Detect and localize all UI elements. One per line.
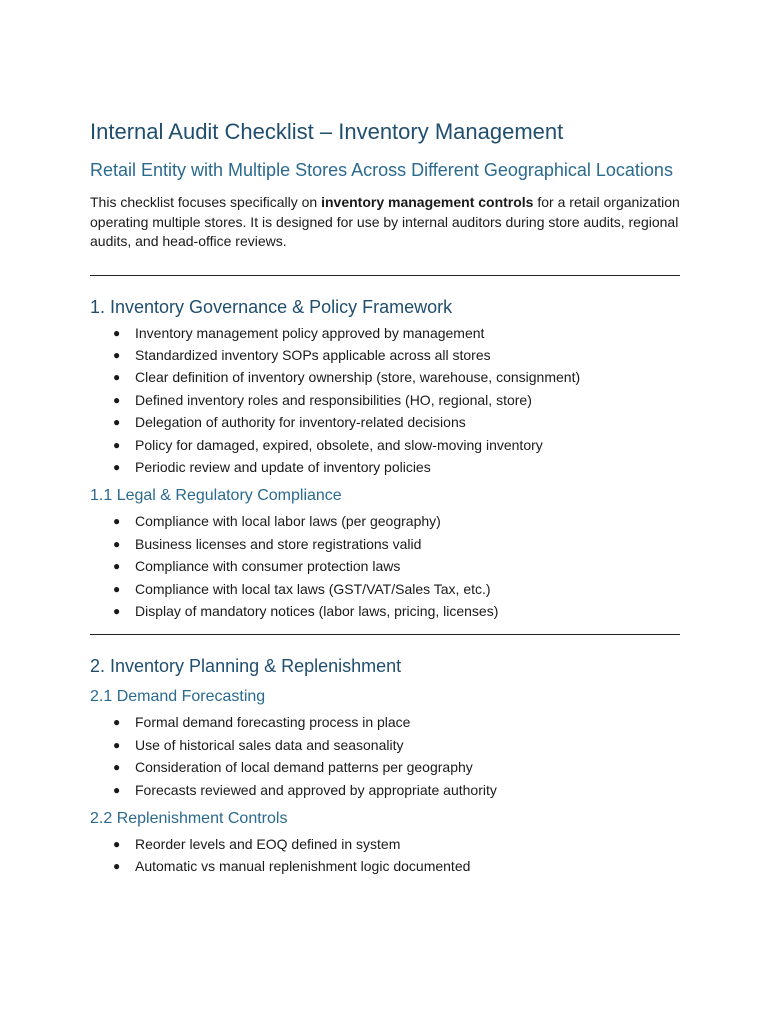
section-2-heading: 2. Inventory Planning & Replenishment	[90, 656, 402, 677]
section-2-1-list	[90, 711, 680, 801]
section-1-heading: 1. Inventory Governance & Policy Framework	[90, 296, 453, 317]
intro-text-bold: inventory management controls	[321, 194, 534, 210]
list-item	[90, 734, 680, 756]
list-item	[90, 389, 680, 411]
list-item	[90, 833, 680, 855]
list-item	[90, 411, 680, 433]
list-item	[90, 555, 680, 577]
section-1-1-heading: 1.1 Legal & Regulatory Compliance	[90, 487, 342, 505]
list-item	[90, 855, 680, 877]
intro-text-before: This checklist focuses specifically on	[90, 194, 322, 210]
bullet-icon: ●	[113, 737, 121, 752]
section-2-2-list	[90, 833, 680, 878]
list-item	[90, 600, 680, 622]
intro-text-after: for a retail organization operating multiple stores. It is designed for use by internal auditors during store audits, regional audits, and head-office reviews.	[90, 194, 680, 249]
document-page	[90, 117, 680, 878]
list-item	[90, 510, 680, 532]
list-item	[90, 756, 680, 778]
list-item-text: Compliance with consumer protection laws	[135, 558, 401, 575]
list-item-text: Compliance with local labor laws (per geography)	[135, 513, 441, 530]
list-item-text: Periodic review and update of inventory policies	[135, 458, 431, 475]
list-item	[90, 366, 680, 388]
bullet-icon: ●	[113, 782, 121, 797]
bullet-icon: ●	[113, 581, 121, 596]
section-2-1-heading: 2.1 Demand Forecasting	[90, 688, 266, 706]
list-item-text: Compliance with local tax laws (GST/VAT/Sales Tax, etc.)	[135, 580, 491, 597]
bullet-icon: ●	[113, 392, 121, 407]
section-2-2-heading: 2.2 Replenishment Controls	[90, 810, 288, 827]
list-item-text: Policy for damaged, expired, obsolete, and slow-moving inventory	[135, 436, 543, 453]
bullet-icon: ●	[113, 536, 121, 551]
bullet-icon: ●	[113, 760, 121, 775]
list-item-text: Display of mandatory notices (labor laws, pricing, licenses)	[135, 602, 499, 619]
list-item-text: Defined inventory roles and responsibilities (HO, regional, store)	[135, 391, 532, 408]
list-item-text: Inventory management policy approved by management	[135, 324, 485, 341]
bullet-icon: ●	[113, 559, 121, 574]
list-item	[90, 456, 680, 478]
section-divider	[90, 634, 680, 635]
section-1-1-list	[90, 510, 680, 622]
list-item	[90, 779, 680, 801]
bullet-icon: ●	[113, 715, 121, 730]
bullet-icon: ●	[113, 859, 121, 874]
list-item-text: Standardized inventory SOPs applicable across all stores	[135, 346, 491, 363]
list-item-text: Clear definition of inventory ownership (store, warehouse, consignment)	[135, 369, 581, 386]
bullet-icon: ●	[113, 603, 121, 618]
intro-paragraph	[90, 193, 680, 252]
bullet-icon: ●	[113, 325, 121, 340]
list-item	[90, 434, 680, 456]
list-item-text: Automatic vs manual replenishment logic documented	[135, 858, 471, 875]
list-item-text: Formal demand forecasting process in place	[135, 714, 411, 731]
list-item-text: Reorder levels and EOQ defined in system	[135, 836, 401, 852]
list-item-text: Consideration of local demand patterns per geography	[135, 759, 473, 776]
bullet-icon: ●	[113, 415, 121, 430]
list-item-text: Business licenses and store registrations valid	[135, 535, 422, 552]
bullet-icon: ●	[113, 837, 121, 851]
bullet-icon: ●	[113, 514, 121, 529]
list-item-text: Use of historical sales data and seasonality	[135, 736, 404, 753]
document-subtitle: Retail Entity with Multiple Stores Across Different Geographical Locations	[90, 160, 673, 180]
list-item-text: Delegation of authority for inventory-related decisions	[135, 414, 466, 431]
list-item	[90, 533, 680, 555]
bullet-icon: ●	[113, 459, 121, 474]
document-title: Internal Audit Checklist – Inventory Management	[90, 119, 564, 144]
list-item	[90, 322, 680, 344]
bullet-icon: ●	[113, 370, 121, 385]
list-item	[90, 711, 680, 733]
section-divider	[90, 275, 680, 276]
bullet-icon: ●	[113, 437, 121, 452]
list-item	[90, 578, 680, 600]
list-item-text: Forecasts reviewed and approved by appropriate authority	[135, 781, 497, 798]
section-1-list	[90, 322, 680, 479]
bullet-icon: ●	[113, 347, 121, 362]
list-item	[90, 344, 680, 366]
